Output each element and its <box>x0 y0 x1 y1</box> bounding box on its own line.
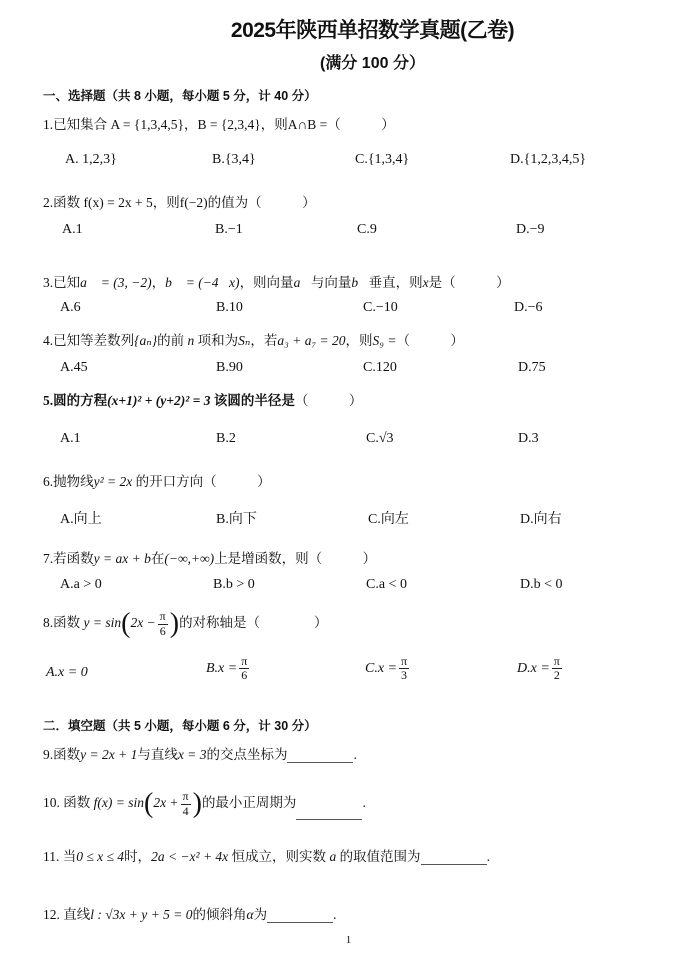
q5-option-c: C.√3 <box>366 431 394 446</box>
q3-option-d: D.−6 <box>514 300 543 315</box>
question-1-stem: 1.已知集合 A = {1,3,4,5}，B = {2,3,4}，则A∩B =（ ） <box>43 117 395 132</box>
question-4-stem: 4.已知等差数列{aₙ}的前 n 项和为Sₙ，若a₃ + a₇ = 20，则S₉ =（ ） <box>43 333 464 348</box>
q5-option-d: D.3 <box>518 431 539 446</box>
question-6-stem: 6.抛物线y² = 2x 的开口方向（ ） <box>43 474 271 489</box>
question-11-stem: 11. 当0 ≤ x ≤ 4时，2a < −x² + 4x 恒成立，则实数 a 的取值范围为 . <box>43 849 490 864</box>
q7-option-c: C.a < 0 <box>366 577 407 592</box>
section-2-heading: 二．填空题（共 5 小题，每小题 6 分，计 30 分） <box>43 719 317 733</box>
q1-option-c: C.{1,3,4} <box>355 152 410 167</box>
q4-option-a: A.45 <box>60 360 88 375</box>
exam-subtitle: (满分 100 分） <box>320 55 425 72</box>
q5-option-a: A.1 <box>60 431 81 446</box>
q6-option-b: B.向下 <box>216 512 257 527</box>
q4-option-c: C.120 <box>363 360 397 375</box>
q3-option-b: B.10 <box>216 300 243 315</box>
q6-option-a: A.向上 <box>60 512 102 527</box>
question-5-stem: 5.圆的方程(x+1)² + (y+2)² = 3 该圆的半径是（ ） <box>43 393 363 408</box>
answer-blank[interactable] <box>287 750 353 763</box>
q2-option-b: B.−1 <box>215 222 243 237</box>
section-1-heading: 一、选择题（共 8 小题，每小题 5 分，计 40 分） <box>43 89 317 103</box>
question-3-stem: 3.已知a⃗ = (3, −2)，b⃗ = (−4，x)，则向量a⃗与向量b⃗垂直，则x是（ ） <box>43 275 510 290</box>
q7-option-a: A.a > 0 <box>60 577 102 592</box>
answer-blank[interactable] <box>267 910 333 923</box>
question-2-stem: 2.函数 f(x) = 2x + 5，则f(−2)的值为（ ） <box>43 195 316 210</box>
q3-option-a: A.6 <box>60 300 81 315</box>
q5-option-b: B.2 <box>216 431 236 446</box>
q8-option-d: D.x = $\frac{\pi}{2}$ <box>517 654 560 683</box>
q2-option-d: D.−9 <box>516 222 545 237</box>
answer-blank[interactable] <box>421 852 487 865</box>
question-8-stem: 8.函数 y = sin(2x − $\frac{\pi}{6}$ )的对称轴是（ ） <box>43 608 328 639</box>
q2-option-c: C.9 <box>357 222 377 237</box>
q8-option-b: B.x = $\frac{\pi}{6}$ <box>206 654 248 683</box>
question-7-stem: 7.若函数y = ax + b在(−∞,+∞)上是增函数，则（ ） <box>43 551 377 566</box>
q8-option-c: C.x = $\frac{\pi}{3}$ <box>365 654 408 683</box>
q4-option-b: B.90 <box>216 360 243 375</box>
q8-option-a: A.x = 0 <box>46 665 88 680</box>
answer-blank[interactable] <box>296 807 362 820</box>
question-9-stem: 9.函数y = 2x + 1与直线x = 3的交点坐标为 . <box>43 747 357 762</box>
q7-option-d: D.b < 0 <box>520 577 563 592</box>
q3-option-c: C.−10 <box>363 300 398 315</box>
exam-title: 2025年陕西单招数学真题(乙卷) <box>230 19 515 42</box>
q1-option-d: D.{1,2,3,4,5} <box>510 152 587 167</box>
q1-option-a: A. 1,2,3} <box>65 152 117 167</box>
q1-option-b: B.{3,4} <box>212 152 256 167</box>
fraction: $\frac{\pi}{6}$ <box>159 609 166 638</box>
q6-option-d: D.向右 <box>520 512 562 527</box>
q2-option-a: A.1 <box>62 222 83 237</box>
q7-option-b: B.b > 0 <box>213 577 255 592</box>
page-number: 1 <box>345 934 352 946</box>
question-10-stem: 10. 函数 f(x) = sin(2x + $\frac{\pi}{4}$ )的最小正周期为 . <box>43 788 366 819</box>
question-12-stem: 12. 直线l : √3x + y + 5 = 0的倾斜角α为 . <box>43 907 337 922</box>
q4-option-d: D.75 <box>518 360 546 375</box>
q6-option-c: C.向左 <box>368 512 409 527</box>
